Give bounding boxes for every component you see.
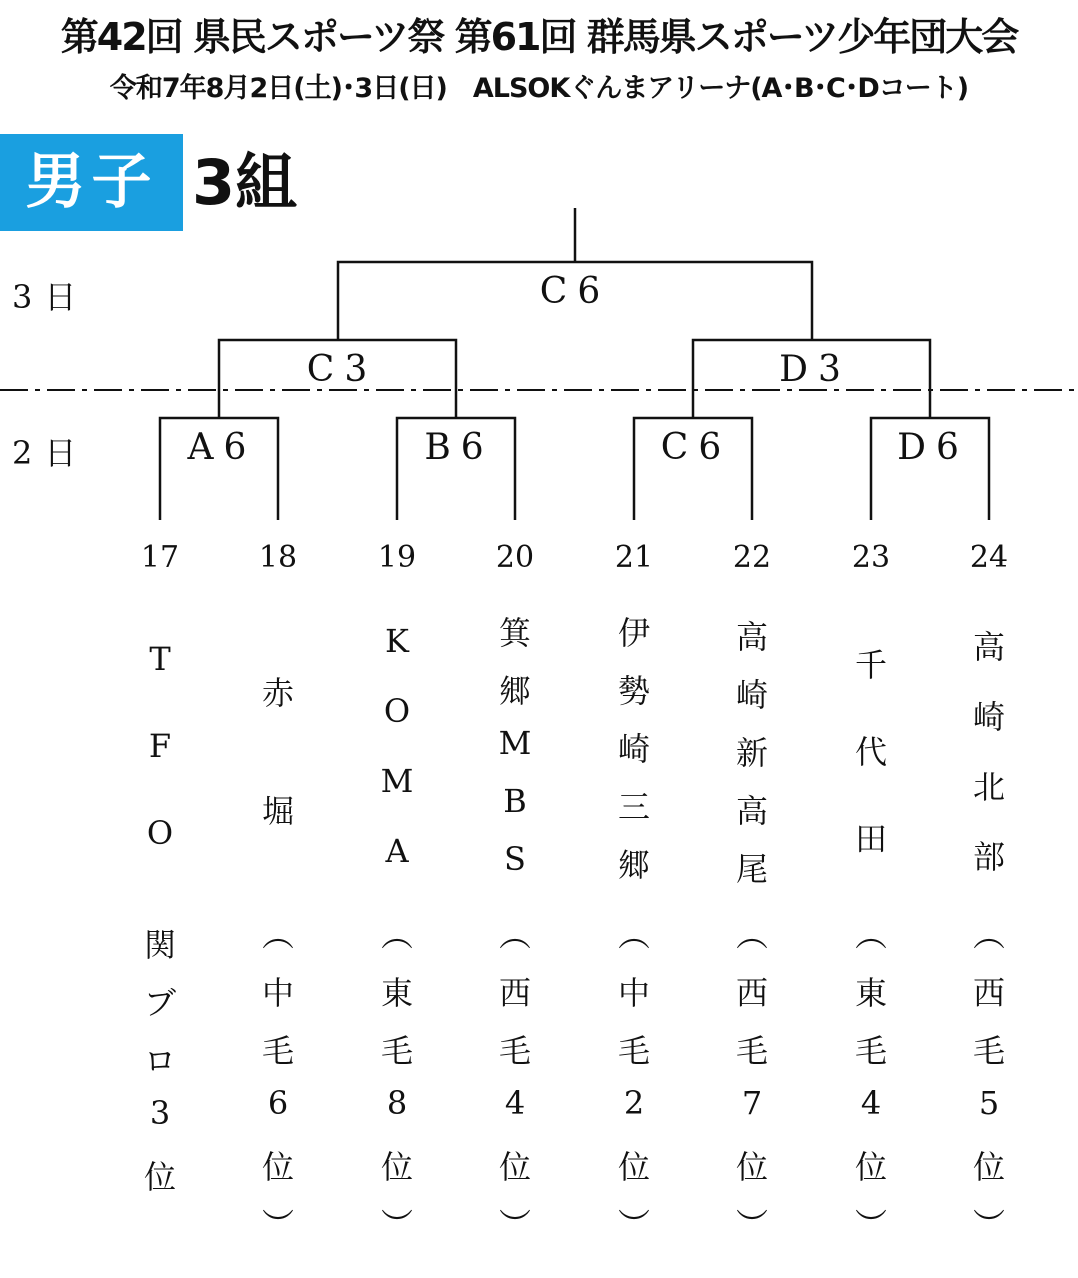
- team-qualification-char: 毛: [380, 1032, 413, 1070]
- team-qualification-char: 4: [504, 1084, 526, 1122]
- court-semi-right: D3: [779, 349, 851, 390]
- team-qualification-char: 西: [735, 974, 768, 1012]
- team-name-char: S: [504, 840, 526, 878]
- team-qualification-char: 毛: [972, 1032, 1005, 1070]
- team-qualification-char: 位: [617, 1148, 650, 1186]
- team-qualification-char: 5: [978, 1084, 1000, 1122]
- team-qualification-char: 中: [617, 974, 650, 1012]
- team-qualification-char: ロ: [143, 1042, 176, 1080]
- court-r1-4: D6: [897, 427, 969, 468]
- team-name-char: 郷: [617, 846, 650, 884]
- team-qualification-char: ︵: [617, 916, 650, 954]
- team-qualification-char: 6: [267, 1084, 289, 1122]
- team-qualification-char: 位: [498, 1148, 531, 1186]
- team-qualification-char: 毛: [735, 1032, 768, 1070]
- team-number: 17: [140, 540, 180, 575]
- team-qualification-char: 位: [735, 1148, 768, 1186]
- team-number: 18: [258, 540, 298, 575]
- team-qualification-char: ︵: [735, 916, 768, 954]
- team-qualification-char: ︵: [972, 916, 1005, 954]
- team-qualification-char: 位: [854, 1148, 887, 1186]
- team-qualification-char: ︵: [261, 916, 294, 954]
- team-name-char: 三: [617, 788, 650, 826]
- team-name-char: 尾: [735, 850, 768, 888]
- team-name-char: 代: [854, 733, 887, 771]
- team-name-char: O: [383, 692, 411, 730]
- team-qualification-char: 毛: [854, 1032, 887, 1070]
- team-name-char: 田: [854, 820, 887, 858]
- team-name-char: A: [385, 832, 409, 870]
- team-name-char: 新: [735, 734, 768, 772]
- team-qualification-char: 東: [380, 974, 413, 1012]
- team-qualification-char: 東: [854, 974, 887, 1012]
- category-badge: 男子: [0, 134, 183, 231]
- team-name-char: 勢: [617, 672, 650, 710]
- team-name-char: 郷: [498, 672, 531, 710]
- team-name-char: 高: [972, 628, 1005, 666]
- team-name-char: O: [146, 814, 174, 852]
- team-qualification-char: ︶: [972, 1206, 1005, 1244]
- group-label: 3組: [192, 146, 298, 219]
- team-qualification-char: 8: [386, 1084, 408, 1122]
- team-qualification-char: 中: [261, 974, 294, 1012]
- team-name-char: F: [148, 727, 172, 765]
- team-name-char: 高: [735, 792, 768, 830]
- team-number: 21: [614, 540, 654, 575]
- team-qualification-char: 位: [380, 1148, 413, 1186]
- team-name-char: 崎: [617, 730, 650, 768]
- team-qualification-char: ブ: [143, 984, 176, 1022]
- team-number: 24: [969, 540, 1009, 575]
- team-qualification-char: 西: [498, 974, 531, 1012]
- day-label-2: 2日: [12, 434, 89, 472]
- team-qualification-char: ︶: [380, 1206, 413, 1244]
- team-qualification-char: ︵: [380, 916, 413, 954]
- team-qualification-char: ︶: [617, 1206, 650, 1244]
- team-name-char: 崎: [735, 676, 768, 714]
- team-qualification-char: 4: [860, 1084, 882, 1122]
- team-number: 22: [732, 540, 772, 575]
- team-name-char: 赤: [261, 674, 294, 712]
- team-name-char: M: [380, 762, 414, 800]
- team-number: 23: [851, 540, 891, 575]
- team-name-char: M: [498, 724, 532, 762]
- team-qualification-char: 毛: [261, 1032, 294, 1070]
- team-qualification-char: 3: [149, 1094, 171, 1132]
- team-qualification-char: 位: [972, 1148, 1005, 1186]
- team-name-char: 北: [972, 768, 1005, 806]
- team-qualification-char: 西: [972, 974, 1005, 1012]
- team-name-char: T: [149, 640, 171, 678]
- team-qualification-char: 関: [143, 926, 176, 964]
- team-name-char: 部: [972, 838, 1005, 876]
- team-qualification-char: ︶: [735, 1206, 768, 1244]
- team-name-char: 箕: [498, 614, 531, 652]
- court-final: C6: [539, 271, 611, 312]
- team-number: 19: [377, 540, 417, 575]
- court-r1-2: B6: [424, 427, 494, 468]
- team-qualification-char: 毛: [617, 1032, 650, 1070]
- team-name-char: K: [385, 622, 409, 660]
- team-qualification-char: ︶: [261, 1206, 294, 1244]
- team-name-char: 堀: [261, 792, 294, 830]
- team-name-char: 崎: [972, 698, 1005, 736]
- court-semi-left: C3: [306, 349, 378, 390]
- team-qualification-char: ︵: [854, 916, 887, 954]
- team-qualification-char: ︶: [498, 1206, 531, 1244]
- team-qualification-char: 毛: [498, 1032, 531, 1070]
- team-qualification-char: 2: [623, 1084, 645, 1122]
- page-title: 第42回 県民スポーツ祭 第61回 群馬県スポーツ少年団大会: [60, 15, 1018, 59]
- event-date-venue: 令和7年8月2日(土)･3日(日) ALSOKぐんまアリーナ(A･B･C･Dコート): [109, 73, 969, 104]
- team-name-char: 伊: [617, 614, 650, 652]
- team-name-char: 高: [735, 618, 768, 656]
- team-name-char: 千: [854, 646, 887, 684]
- team-qualification-char: 位: [143, 1158, 176, 1196]
- day-label-3: 3日: [12, 278, 89, 316]
- team-qualification-char: ︵: [498, 916, 531, 954]
- team-qualification-char: 7: [741, 1084, 763, 1122]
- team-qualification-char: 位: [261, 1148, 294, 1186]
- court-r1-1: A6: [187, 427, 257, 468]
- court-r1-3: C6: [660, 427, 732, 468]
- team-qualification-char: ︶: [854, 1206, 887, 1244]
- team-name-char: B: [503, 782, 527, 820]
- team-number: 20: [495, 540, 535, 575]
